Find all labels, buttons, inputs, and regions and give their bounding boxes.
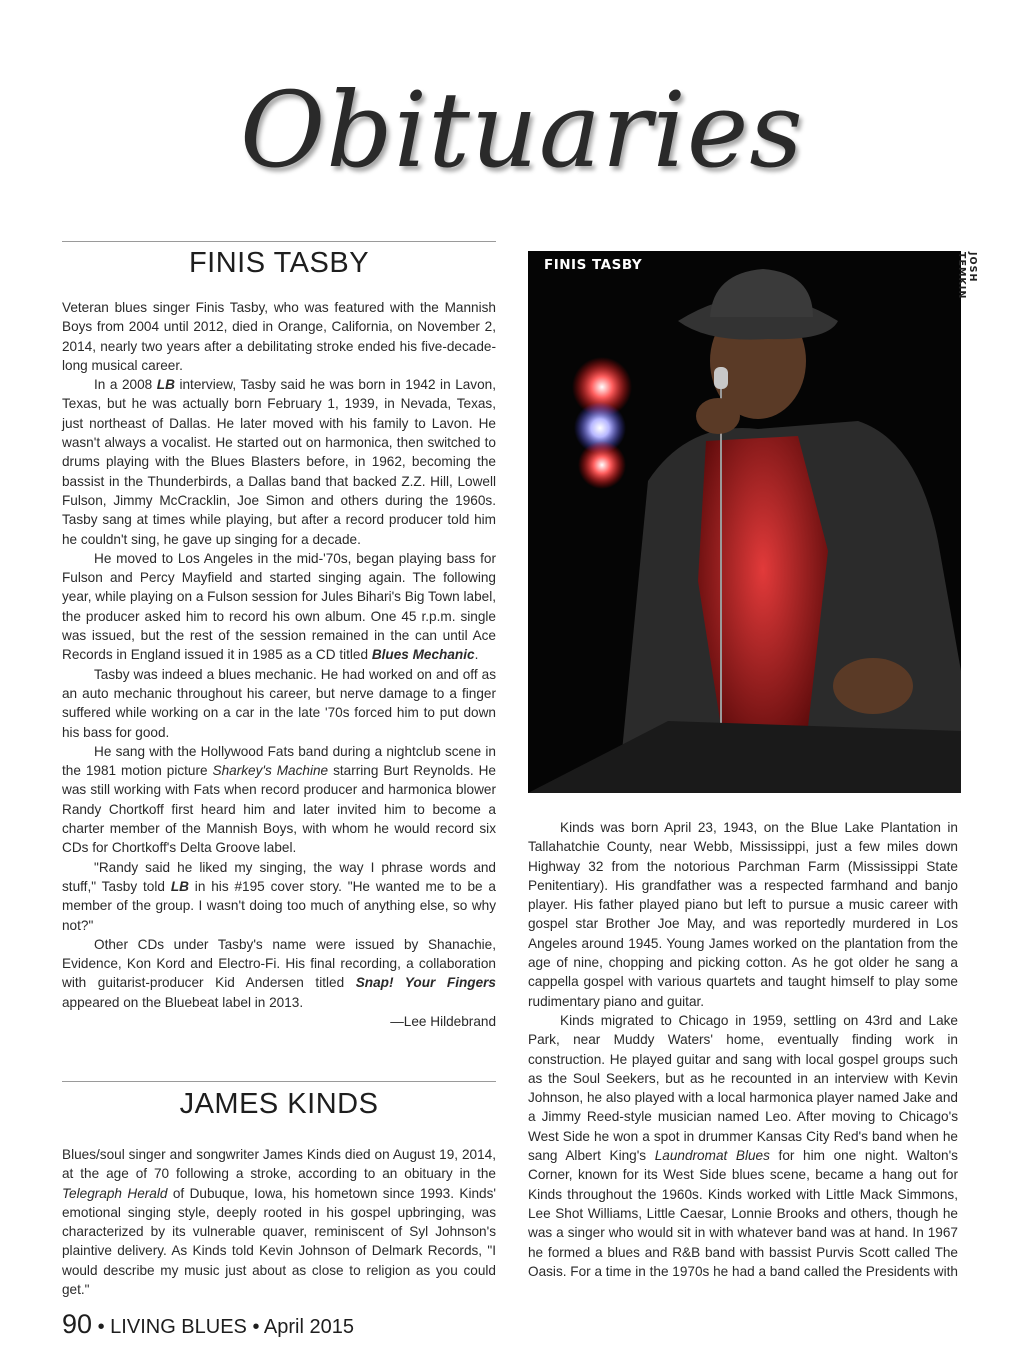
issue-date: April 2015 <box>263 1316 354 1338</box>
magazine-name: LIVING BLUES <box>110 1316 247 1338</box>
album-title: Blues Mechanic <box>371 647 475 663</box>
album-title: Snap! Your Fingers <box>355 975 496 991</box>
paragraph: Blues/soul singer and songwriter James Kinds died on August 19, 2014, at the age of 70 following a stroke, according to an obituary in the Telegraph Herald of Dubuque, Iowa, his hometown since 1993. Kinds' emotional singing style, deeply rooted in his gospel upbringing, was characterized by its vulnerable quaver, reminiscent of Syl Johnson's plaintive delivery. As Kinds told Kevin Johnson of Delmark Records, "I would describe my music just about as close to religion as you could get." <box>62 1147 496 1298</box>
paragraph: In a 2008 LB interview, Tasby said he was born in 1942 in Lavon, Texas, but he was actually born February 1, 1939, in Nevada, Texas, just northeast of Dallas. He later moved with his family to Lavon. He wasn't always a vocalist. He started out on harmonica, then switched to drums playing with the Blues Blasters before, in 1962, becoming the bassist in the Thunderbirds, a Dallas band that backed Z.Z. Hill, Lowell Fulson, Jimmy McCracklin, Joe Simon and others during the 1960s. Tasby sang at times while playing, but after a record producer told him he couldn't sing, he gave up singing for a decade. <box>62 377 497 547</box>
stage-light <box>578 441 626 489</box>
song-title: Laundromat Blues <box>654 1148 770 1164</box>
film-title: Sharkey's Machine <box>212 763 329 779</box>
paragraph: Veteran blues singer Finis Tasby, who was featured with the Mannish Boys from 2004 until 2012, died in Orange, California, on November 2, 2014, nearly two years after a debilitating stroke ended his five-decade-long musical career. <box>62 300 496 373</box>
obituary-heading-kinds: JAMES KINDS <box>179 1088 379 1120</box>
paragraph: Tasby was indeed a blues mechanic. He had worked on and off as an auto mechanic throughout his career, but nerve damage to a finger suffered while working on a car in the late '70s forced him to put down his bass for good. <box>62 666 496 740</box>
newspaper-title: Telegraph Herald <box>62 1185 168 1201</box>
author-signature: —Lee Hildebrand <box>390 1013 496 1029</box>
section-title: Obituaries <box>240 69 804 191</box>
obituary-body-kinds-continued <box>528 818 958 1281</box>
obituary-body-kinds <box>62 1145 496 1299</box>
paragraph: "Randy said he liked my singing, the way I phrase words and stuff," Tasby told LB in his #195 cover story. "He wanted me to be a member of the group. I wasn't doing too much of anything else, so why not?" <box>62 859 496 933</box>
page-footer: 90 • LIVING BLUES • April 2015 <box>62 1309 354 1339</box>
paragraph: He moved to Los Angeles in the mid-'70s, began playing bass for Fulson and Percy Mayfield and started singing again. The following year, while playing on a Fulson session for Jules Bihari's Big Town label, the producer asked him to record his own album. One 45 r.p.m. single was issued, but the rest of the session remained in the can until Ace Records in England issued it in 1985 as a CD titled Blues Mechanic. <box>62 550 496 663</box>
photo-credit: JOSH TEMKIN <box>956 252 978 300</box>
page-number: 90 <box>62 1309 93 1339</box>
paragraph: Kinds migrated to Chicago in 1959, settling on 43rd and Lake Park, near Muddy Waters' home, eventually finding work in construction. He played guitar and sang with local gospel groups such as the Soul Seekers, but as he recounted in an interview with Kevin Johnson, he also played with a local harmonica player named Jake and a Jimmy Reed-style musician named Leo. After moving to Chicago's West Side he won a spot in drummer Kansas City Red's band when he sang Albert King's Laundromat Blues for him one night. Walton's Corner, known for its West Side blues scene, became a hang out for Kinds throughout the 1960s. Kinds worked with Little Mack Simmons, Lee Shot Williams, Little Caesar, Lonnie Brooks and others, though he was a singer who would sit in with whatever band was at hand. In 1967 he formed a blues and R&B band with bassist Purvis Scott called The Oasis. For a time in the 1970s he had a band called the Presidents with <box>528 1012 958 1279</box>
magazine-abbrev: LB <box>170 878 189 894</box>
paragraph: Other CDs under Tasby's name were issued by Shanachie, Evidence, Kon Kord and Electro-Fi. His final recording, a collaboration with guitarist-producer Kid Andersen titled Snap! Your Fingers appeared on the Bluebeat label in 2013. <box>62 936 496 1010</box>
heading-rule <box>62 1081 496 1082</box>
paragraph: He sang with the Hollywood Fats band during a nightclub scene in the 1981 motion picture Sharkey's Machine starring Burt Reynolds. He was still working with Fats when record producer and harmonica blower Randy Chortkoff first heard him and later invited him to become a charter member of the Mannish Boys, with whom he would record six CDs for Chortkoff's Delta Groove label. <box>62 743 496 856</box>
obituary-heading-tasby: FINIS TASBY <box>188 247 370 279</box>
photo-finis-tasby <box>528 251 961 793</box>
heading-rule <box>62 241 496 242</box>
photo-caption: FINIS TASBY <box>544 257 643 273</box>
magazine-abbrev: LB <box>156 377 175 393</box>
paragraph: Kinds was born April 23, 1943, on the Blue Lake Plantation in Tallahatchie County, near Webb, Mississippi, just a few miles down Highway 32 from the notorious Parchman Farm (Mississippi State Penitentiary). His grandfather was a respected farmhand and banjo player. His father played piano but left to pursue a music career with gospel star Brother Joe May, and was reportedly murdered in Los Angeles around 1945. Young James worked on the plantation from the age of nine, chopping and picking cotton. As he got older he sang a cappella gospel with various quartets and taught himself to play some rudimentary piano and guitar. <box>528 820 958 1009</box>
obituary-body-tasby <box>62 298 496 1031</box>
performer-illustration <box>528 251 961 793</box>
